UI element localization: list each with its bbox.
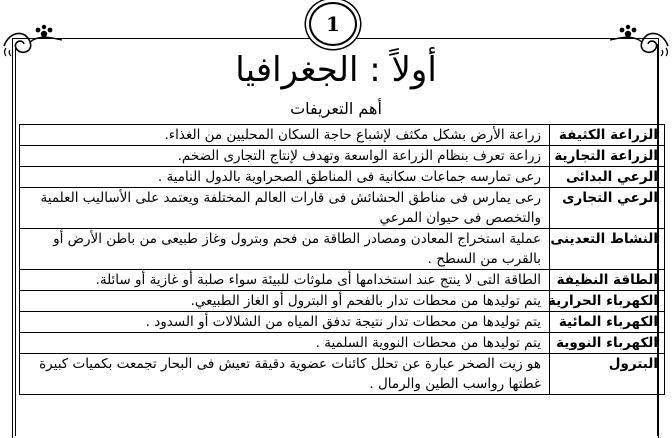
table-row <box>20 270 665 291</box>
term-cell: الرعي البدائى <box>550 167 665 188</box>
page-number-badge: 1 <box>309 2 357 46</box>
table-row <box>20 167 665 188</box>
term-cell: الزراعة الكثيفة <box>550 125 665 146</box>
term-cell: الكهرباء النووية <box>550 333 665 354</box>
definition-cell: يتم توليدها من محطات تدار بالفحم أو البترول أو الغاز الطبيعي. <box>20 291 550 312</box>
table-row <box>20 333 665 354</box>
definition-cell: يتم توليدها من محطات النووية السلمية . <box>20 333 550 354</box>
definition-cell: زراعة تعرف بنظام الزراعة الواسعة وتهدف لإنتاج التجارى الضخم. <box>20 146 550 167</box>
definition-cell: الطاقة التى لا ينتج عند استخدامها أى ملوثات للبيئة سواء صلبة أو غازية أو سائلة. <box>20 270 550 291</box>
term-cell: الكهرباء الحرارية <box>550 291 665 312</box>
definition-cell: يتم توليدها من محطات تدار نتيجة تدفق المياه من الشلالات أو السدود . <box>20 312 550 333</box>
term-cell: الكهرباء المائية <box>550 312 665 333</box>
term-cell: البترول <box>550 354 665 395</box>
table-row <box>20 291 665 312</box>
definition-cell: عملية استخراج المعادن ومصادر الطاقة من فحم وبترول وغاز طبيعى من باطن الأرض أو بالقرب من السطح . <box>20 229 550 270</box>
definition-cell: هو زيت الصخر عبارة عن تحلل كائنات عضوية دقيقة تعيش فى البحار تجمعت بكميات كبيرة غطتها رواسب الطين والرمال . <box>20 354 550 395</box>
term-cell: الزراعة التجارية <box>550 146 665 167</box>
term-cell: الرعي التجارى <box>550 188 665 229</box>
table-row <box>20 229 665 270</box>
term-cell: الطاقة النظيفة <box>550 270 665 291</box>
table-row <box>20 146 665 167</box>
table-row <box>20 125 665 146</box>
table-row <box>20 312 665 333</box>
definition-cell: رعى تمارسه جماعات سكانية فى المناطق الصحراوية بالدول النامية . <box>20 167 550 188</box>
table-row <box>20 188 665 229</box>
page-title: أولاً : الجغرافيا <box>235 50 437 90</box>
definitions-table <box>19 124 665 395</box>
table-row <box>20 354 665 395</box>
definition-cell: زراعة الأرض بشكل مكثف لإشباع حاجة السكان المحليين من الغذاء. <box>20 125 550 146</box>
definition-cell: رعى يمارس فى مناطق الحشائش فى قارات العالم المختلفة ويعتمد على الأساليب العلمية والتخصص فى حيوان المرعي <box>20 188 550 229</box>
term-cell: النشاط التعدينى <box>550 229 665 270</box>
section-subtitle: أهم التعريفات <box>290 99 382 118</box>
